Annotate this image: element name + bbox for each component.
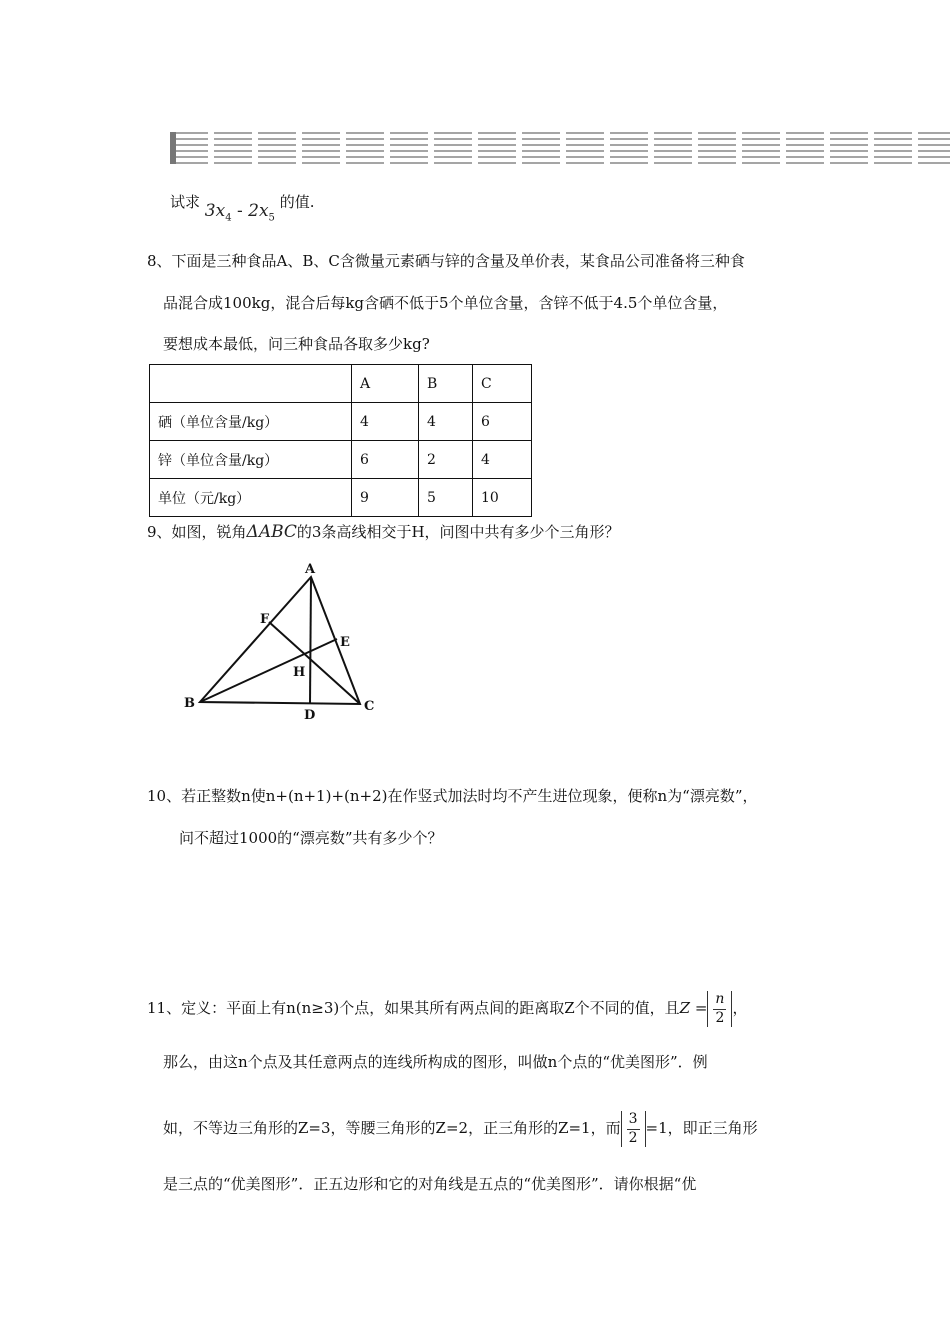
table-cell: 6: [352, 441, 419, 479]
nutrient-table: [149, 364, 532, 517]
label-h: H: [293, 665, 306, 680]
q8-line-2: 品混合成100kg，混合后每kg含硒不低于5个单位含量，含锌不低于4.5个单位含量，: [163, 294, 728, 312]
label-b: B: [184, 696, 195, 711]
table-header-row: [150, 365, 532, 403]
table-cell: 锌（单位含量/kg）: [150, 441, 352, 479]
triangle-figure: [180, 560, 380, 725]
q9-suffix: 的3条高线相交于H，问图中共有多少个三角形？: [296, 523, 620, 541]
table-cell: 4: [419, 403, 473, 441]
q11-line-2: 那么，由这n个点及其任意两点的连线所构成的图形，叫做n个点的“优美图形”．例: [163, 1053, 708, 1071]
q7-prefix: 试求: [170, 193, 201, 211]
scan-artifact-stripes: [170, 132, 950, 164]
q10-line-1: 10、若正整数n使n+(n+1)+(n+2)在作竖式加法时均不产生进位现象，便称n为“漂亮数”，: [147, 787, 758, 805]
table-cell: 10: [473, 479, 532, 517]
label-e: E: [340, 635, 350, 650]
table-cell: 5: [419, 479, 473, 517]
altitude-ad: [310, 577, 311, 704]
q9-triangle-symbol: ΔABC: [246, 522, 297, 542]
q11-line-3: [163, 1106, 758, 1150]
table-cell: 单位（元/kg）: [150, 479, 352, 517]
q8-line-3: 要想成本最低，问三种食品各取多少kg?: [163, 335, 430, 353]
q11-z-equals: Z =: [679, 999, 708, 1017]
table-cell: 4: [473, 441, 532, 479]
scan-artifact-bar: [170, 132, 176, 164]
floor-fraction-3-over-2: $\frac{3}{2}$: [621, 1111, 646, 1147]
table-cell: A: [352, 365, 419, 403]
floor-fraction-n-over-2: $\frac{n}{2}$: [707, 991, 732, 1027]
q7-text: [170, 191, 315, 224]
label-f: F: [260, 612, 270, 627]
table-row: [150, 479, 532, 517]
table-row: [150, 403, 532, 441]
q11-line-1-text: 11、定义：平面上有n(n≥3)个点，如果其所有两点间的距离取Z个不同的值，且: [147, 999, 680, 1017]
table-cell: 6: [473, 403, 532, 441]
q11-line-4: 是三点的“优美图形”．正五边形和它的对角线是五点的“优美图形”．请你根据“优: [163, 1175, 697, 1193]
table-cell: B: [419, 365, 473, 403]
label-c: C: [364, 699, 375, 714]
q10-line-2: 问不超过1000的“漂亮数”共有多少个？: [179, 829, 443, 847]
table-cell: 4: [352, 403, 419, 441]
q9-prefix: 9、如图，锐角: [147, 523, 247, 541]
table-cell: [150, 365, 352, 403]
table-cell: C: [473, 365, 532, 403]
q7-expression: $3x_4 - 2x_5$: [204, 201, 275, 224]
q11-line-3-text: 如，不等边三角形的Z=3，等腰三角形的Z=2，正三角形的Z=1，而: [163, 1119, 621, 1137]
q11-line-3-tail: =1，即正三角形: [645, 1119, 758, 1137]
q8-line-1: 8、下面是三种食品A、B、C含微量元素硒与锌的含量及单价表，某食品公司准备将三种食: [147, 252, 745, 270]
table-cell: 2: [419, 441, 473, 479]
q7-suffix: 的值.: [279, 193, 315, 211]
table-cell: 硒（单位含量/kg）: [150, 403, 352, 441]
table-cell: 9: [352, 479, 419, 517]
table-row: [150, 441, 532, 479]
label-a: A: [305, 562, 316, 577]
q11-line-1-comma: ，: [732, 999, 748, 1017]
q11-line-1: [147, 986, 747, 1030]
altitude-be: [200, 639, 337, 702]
q9-text: [147, 521, 620, 542]
label-d: D: [304, 708, 316, 723]
